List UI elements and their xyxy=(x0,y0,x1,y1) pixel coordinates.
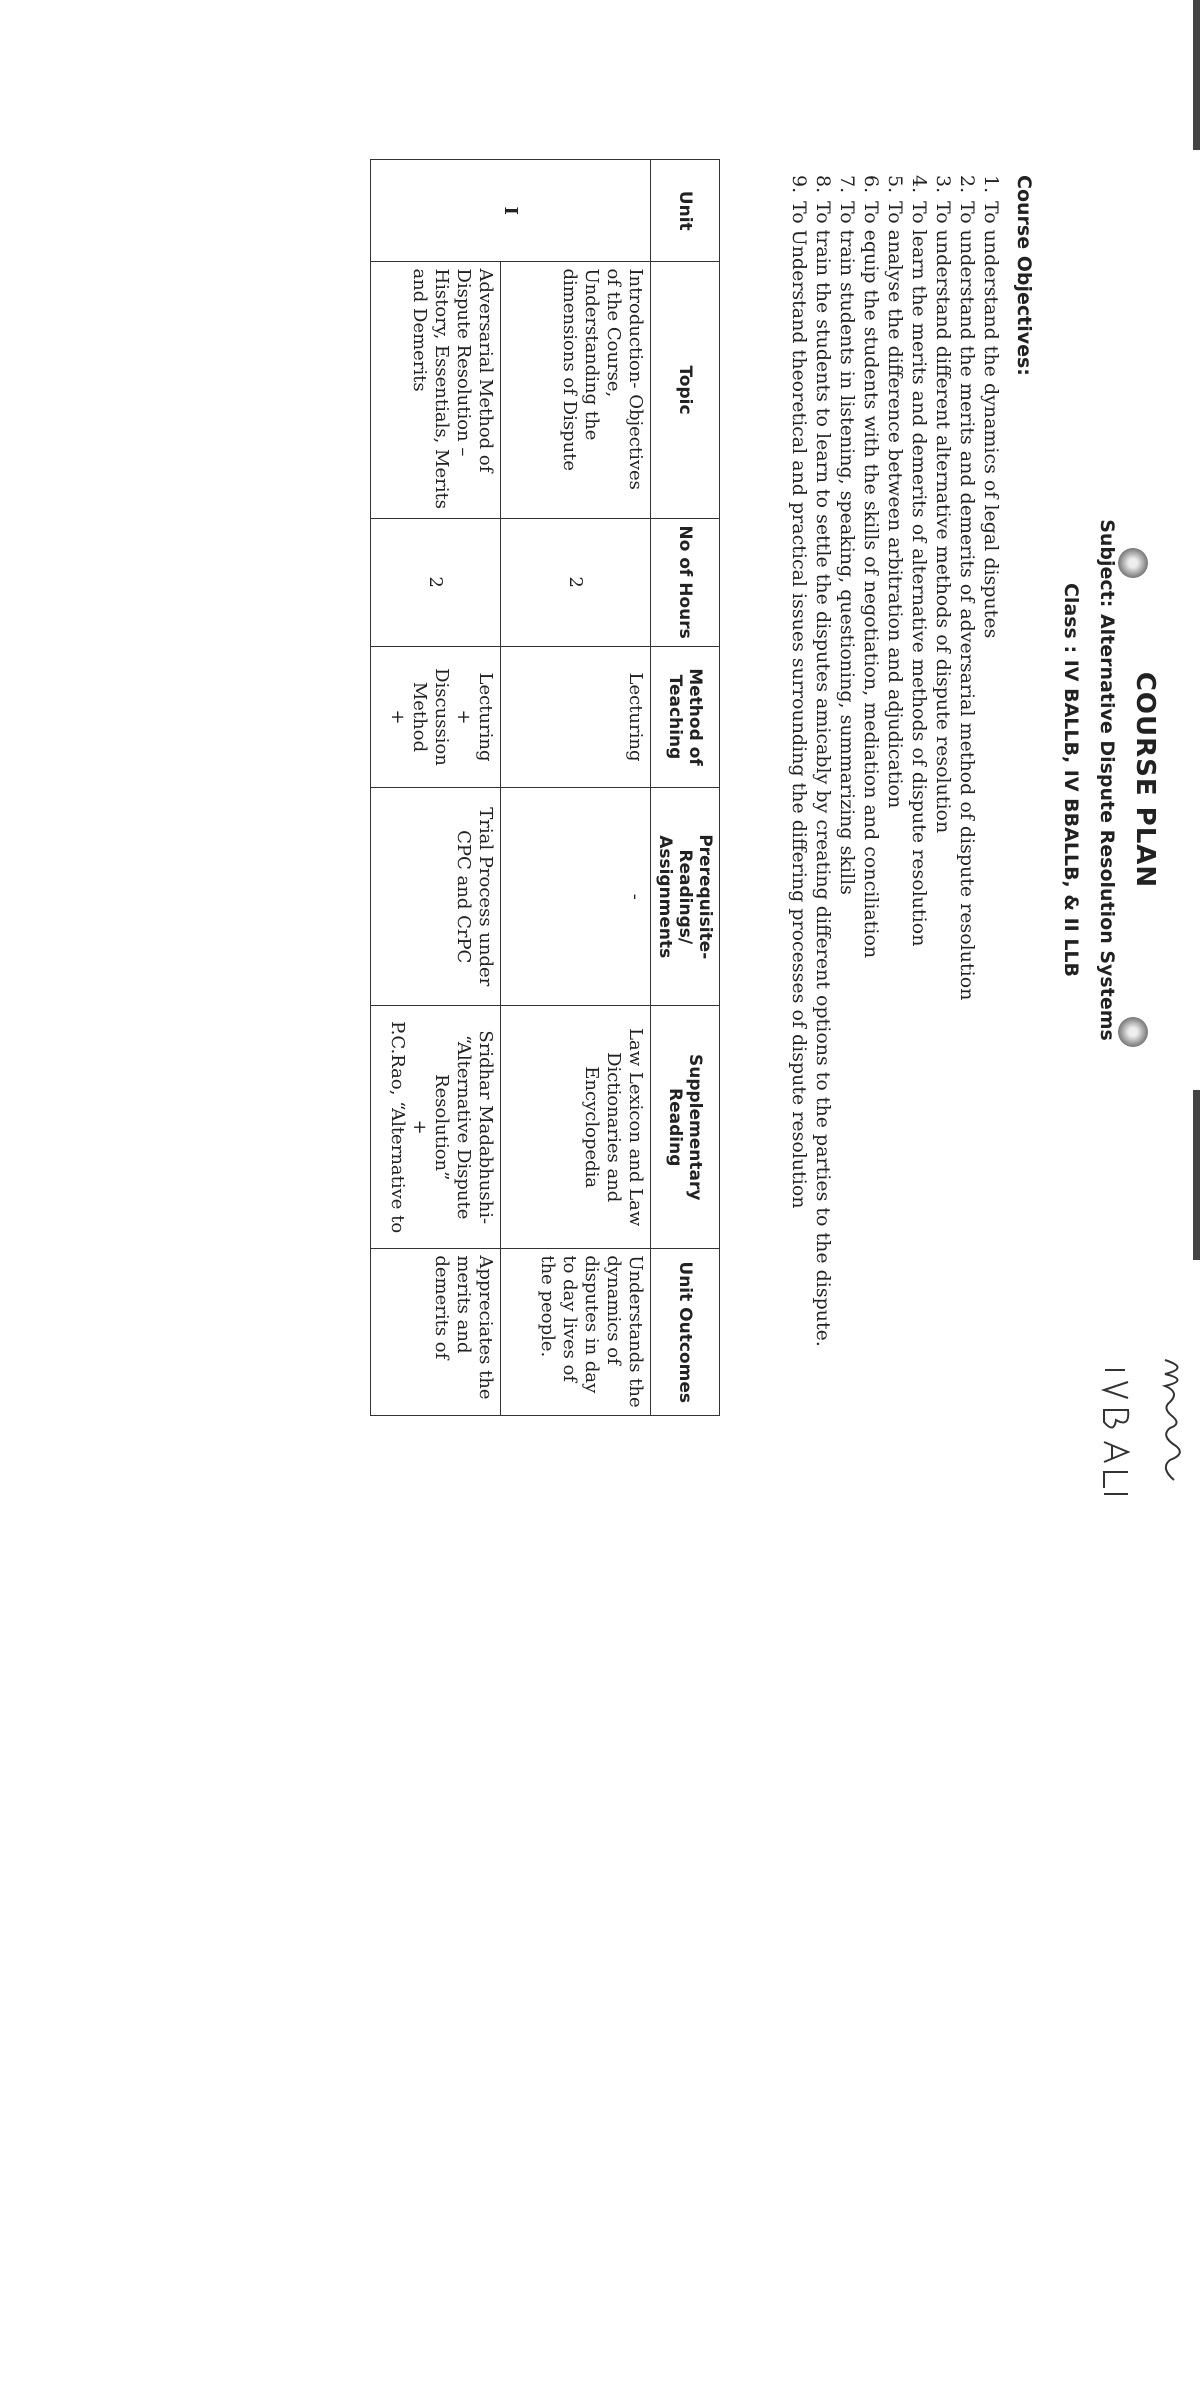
unit-cell: I xyxy=(371,160,651,262)
col-header-unit: Unit xyxy=(651,160,720,262)
item-text: To equip the students with the skills of negotiation, mediation and conciliation xyxy=(860,201,882,959)
list-item xyxy=(979,175,1003,1405)
list-item xyxy=(955,175,979,1405)
item-text: To understand different alternative methods of dispute resolution xyxy=(932,201,954,834)
col-header-method: Method of Teaching xyxy=(651,646,720,788)
item-number: 6. xyxy=(860,175,882,194)
item-text: To understand the merits and demerits of adversarial method of dispute resolution xyxy=(956,201,978,1001)
list-item xyxy=(859,175,883,1405)
method-line: Lecturing xyxy=(475,672,496,762)
list-item xyxy=(907,175,931,1405)
list-item xyxy=(811,175,835,1405)
supplementary-cell: Law Lexicon and Law Dictionaries and Encyclopedia xyxy=(501,1006,651,1249)
item-number: 3. xyxy=(932,175,954,194)
item-number: 1. xyxy=(980,175,1002,194)
col-header-prerequisite: Prerequisite- Readings/ Assignments xyxy=(651,788,720,1006)
item-text: To learn the merits and demerits of alternative methods of dispute resolution xyxy=(908,201,930,947)
list-item xyxy=(883,175,907,1405)
subject-line: Subject: Alternative Dispute Resolution Systems xyxy=(1096,519,1118,1041)
table-header-row xyxy=(651,160,720,1416)
supplementary-line: Sridhar Madabhushi- “Alternative Dispute Resolution” xyxy=(431,1030,496,1225)
topic-cell: Introduction- Objectives of the Course, Understanding the dimensions of Dispute xyxy=(501,262,651,518)
outcome-cell: Appreciates the merits and demerits of xyxy=(371,1249,501,1416)
scan-edge-top xyxy=(1193,0,1200,150)
table-row xyxy=(501,160,651,1416)
item-number: 5. xyxy=(884,175,906,194)
method-line: Discussion Method xyxy=(409,668,452,766)
topic-cell: Adversarial Method of Dispute Resolution – History, Essentials, Merits and Demerits xyxy=(371,262,501,518)
prerequisite-cell: Trial Process under CPC and CrPC xyxy=(371,788,501,1006)
objectives-heading: Course Objectives: xyxy=(1013,175,1035,376)
item-number: 9. xyxy=(788,175,810,194)
item-text: To analyse the difference between arbitration and adjudication xyxy=(884,201,906,809)
supplementary-plus: + xyxy=(409,1119,430,1135)
item-number: 8. xyxy=(812,175,834,194)
hours-cell: 2 xyxy=(501,518,651,646)
item-text: To understand the dynamics of legal disputes xyxy=(980,201,1002,639)
prerequisite-cell: - xyxy=(501,788,651,1006)
objectives-list xyxy=(787,175,1003,1405)
course-plan-table xyxy=(370,159,720,1416)
outcome-cell: Understands the dynamics of disputes in day to day lives of the people. xyxy=(501,1249,651,1416)
item-number: 7. xyxy=(836,175,858,194)
col-header-supplementary: Supplementary Reading xyxy=(651,1006,720,1249)
page-title: COURSE PLAN xyxy=(1130,671,1160,889)
scan-edge-top-right xyxy=(1193,1090,1200,1260)
col-header-hours: No of Hours xyxy=(651,518,720,646)
col-header-outcomes: Unit Outcomes xyxy=(651,1249,720,1416)
handwritten-signature xyxy=(1090,1350,1200,1500)
item-number: 2. xyxy=(956,175,978,194)
item-text: To Understand theoretical and practical issues surrounding the differing processes of dispute resolution xyxy=(788,201,810,1209)
supplementary-cell xyxy=(371,1006,501,1249)
col-header-topic: Topic xyxy=(651,262,720,518)
list-item xyxy=(835,175,859,1405)
hours-cell: 2 xyxy=(371,518,501,646)
list-item xyxy=(787,175,811,1405)
list-item xyxy=(931,175,955,1405)
method-plus: + xyxy=(453,709,474,725)
method-plus: + xyxy=(387,709,408,725)
method-cell xyxy=(371,646,501,788)
supplementary-line: P.C.Rao, “Alternative to xyxy=(387,1021,408,1234)
item-text: To train the students to learn to settle the disputes amicably by creating different options to the parties to the dispute. xyxy=(812,201,834,1347)
item-number: 4. xyxy=(908,175,930,194)
table-row xyxy=(371,160,501,1416)
class-line: Class : IV BALLB, IV BBALLB, & II LLB xyxy=(1060,582,1082,978)
item-text: To train students in listening, speaking, questioning, summarizing skills xyxy=(836,201,858,895)
method-cell: Lecturing xyxy=(501,646,651,788)
